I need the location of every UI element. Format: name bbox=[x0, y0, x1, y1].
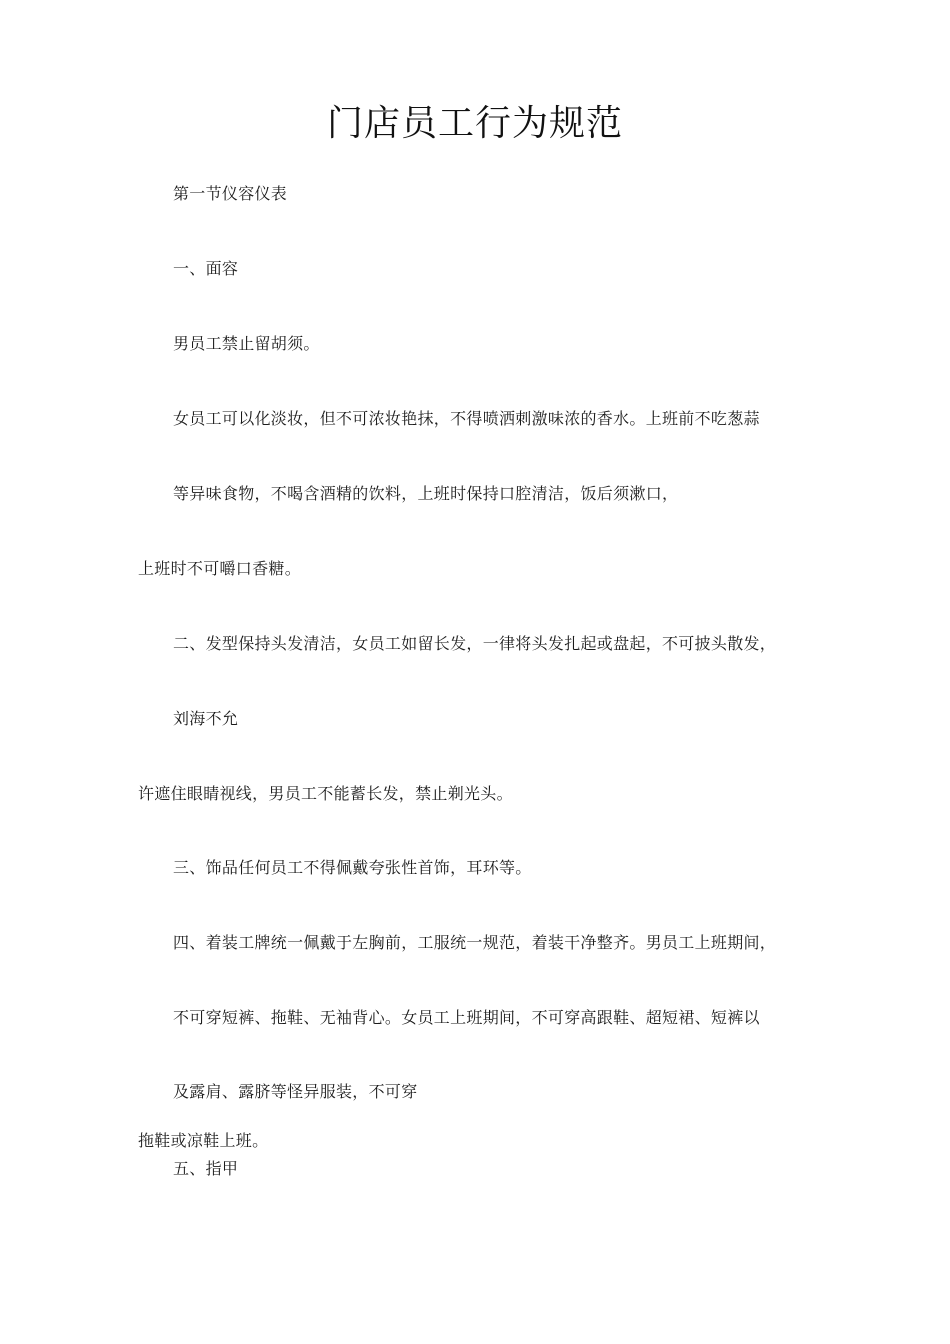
paragraph-line: 女员工可以化淡妆，但不可浓妆艳抹，不得喷洒刺激味浓的香水。上班前不吃葱蒜 bbox=[173, 409, 760, 428]
paragraph-line: 及露肩、露脐等怪异服装，不可穿 bbox=[173, 1082, 418, 1101]
subsection-heading: 一、面容 bbox=[173, 259, 239, 278]
paragraph-line: 拖鞋或凉鞋上班。 bbox=[138, 1131, 269, 1150]
paragraph-line: 三、饰品任何员工不得佩戴夸张性首饰，耳环等。 bbox=[173, 858, 532, 877]
paragraph-line: 上班时不可嚼口香糖。 bbox=[138, 559, 302, 578]
paragraph-line: 不可穿短裤、拖鞋、无袖背心。女员工上班期间，不可穿高跟鞋、超短裙、短裤以 bbox=[173, 1008, 760, 1027]
document-title: 门店员工行为规范 bbox=[326, 103, 623, 144]
subsection-heading: 五、指甲 bbox=[173, 1159, 239, 1178]
paragraph-line: 男员工禁止留胡须。 bbox=[173, 334, 320, 353]
paragraph-line: 等异味食物，不喝含酒精的饮料，上班时保持口腔清洁，饭后须漱口， bbox=[173, 484, 679, 503]
paragraph-line: 刘海不允 bbox=[173, 709, 239, 728]
paragraph-line: 许遮住眼睛视线，男员工不能蓄长发，禁止剃光头。 bbox=[138, 784, 513, 803]
section-heading: 第一节仪容仪表 bbox=[173, 184, 288, 203]
paragraph-line: 四、着装工牌统一佩戴于左胸前，工服统一规范，着装干净整齐。男员工上班期间， bbox=[173, 933, 777, 952]
paragraph-line: 二、发型保持头发清洁，女员工如留长发，一律将头发扎起或盘起，不可披头散发， bbox=[173, 634, 777, 653]
